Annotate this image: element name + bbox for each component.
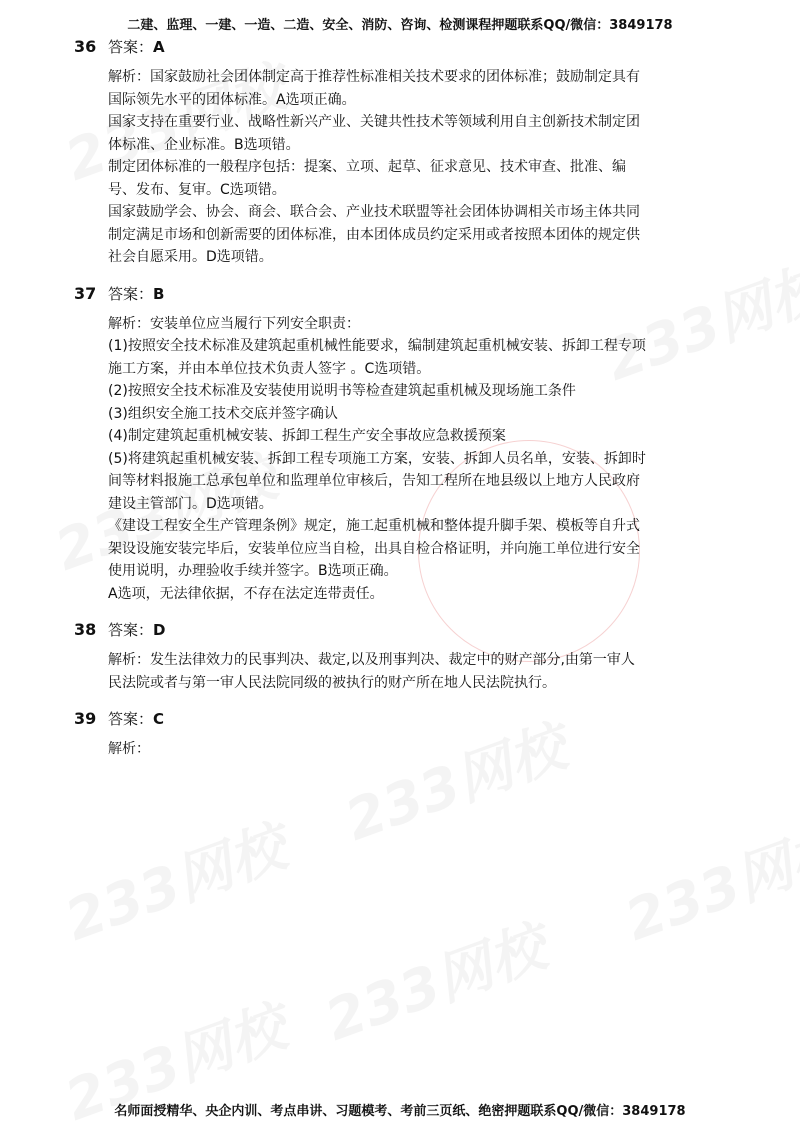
question-block bbox=[74, 34, 734, 269]
question-header bbox=[74, 281, 734, 307]
analysis-line: (5)将建筑起重机械安装、拆卸工程专项施工方案，安装、拆卸人员名单，安装、拆卸时 bbox=[108, 450, 646, 467]
analysis-line: (3)组织安全施工技术交底并签字确认 bbox=[108, 405, 338, 422]
analysis-line: 解析：安装单位应当履行下列安全职责： bbox=[108, 315, 360, 332]
analysis-line: 国家支持在重要行业、战略性新兴产业、关键共性技术等领域利用自主创新技术制定团 bbox=[108, 114, 640, 130]
analysis-line: 国际领先水平的团体标准。A选项正确。 bbox=[108, 91, 356, 108]
answer-label: 答案： bbox=[108, 710, 154, 728]
analysis-text bbox=[74, 649, 734, 694]
question-header bbox=[74, 706, 734, 732]
question-number: 36 bbox=[74, 37, 97, 56]
answer-letter: C bbox=[153, 710, 165, 728]
answer-letter: B bbox=[153, 284, 165, 303]
analysis-line: 民法院或者与第一审人民法院同级的被执行的财产所在地人民法院执行。 bbox=[108, 674, 556, 691]
analysis-line: 间等材料报施工总承包单位和监理单位审核后，告知工程所在地县级以上地方人民政府 bbox=[108, 473, 640, 489]
watermark bbox=[613, 803, 800, 956]
analysis-text bbox=[74, 66, 734, 269]
analysis-line: 使用说明，办理验收手续并签字。B选项正确。 bbox=[108, 563, 398, 579]
question-block bbox=[74, 281, 734, 606]
question-block bbox=[74, 706, 734, 761]
analysis-text bbox=[74, 313, 734, 606]
answer-label: 答案： bbox=[108, 38, 154, 56]
analysis-line: (2)按照安全技术标准及安装使用说明书等检查建筑起重机械及现场施工条件 bbox=[108, 383, 576, 399]
page-header: 二建、监理、一建、一造、二造、安全、消防、咨询、检测课程押题联系QQ/微信：3849178 bbox=[127, 18, 673, 33]
analysis-line: 施工方案，并由本单位技术负责人签字 。C选项错。 bbox=[108, 360, 431, 377]
answer-letter: A bbox=[153, 38, 165, 56]
answer-letter: D bbox=[153, 621, 166, 639]
analysis-line: 解析：发生法律效力的民事判决、裁定,以及刑事判决、裁定中的财产部分,由第一审人 bbox=[108, 652, 635, 668]
question-header bbox=[74, 34, 734, 60]
watermark bbox=[53, 803, 295, 956]
question-block bbox=[74, 617, 734, 694]
analysis-line: 制定满足市场和创新需要的团体标准，由本团体成员约定采用或者按照本团体的规定供 bbox=[108, 226, 640, 243]
analysis-line: 建设主管部门。D选项错。 bbox=[108, 495, 273, 512]
analysis-text bbox=[74, 738, 734, 761]
analysis-line: 《建设工程安全生产管理条例》规定，施工起重机械和整体提升脚手架、模板等自升式 bbox=[108, 518, 640, 534]
analysis-line: 解析： bbox=[108, 741, 150, 757]
analysis-line: 架设设施安装完毕后，安装单位应当自检，出具自检合格证明，并向施工单位进行安全 bbox=[108, 540, 640, 557]
watermark bbox=[313, 903, 555, 1056]
analysis-line: 社会自愿采用。D选项错。 bbox=[108, 249, 273, 265]
analysis-line: (1)按照安全技术标准及建筑起重机械性能要求，编制建筑起重机械安装、拆卸工程专项 bbox=[108, 338, 646, 354]
analysis-line: 体标准、企业标准。B选项错。 bbox=[108, 136, 300, 153]
analysis-line: 制定团体标准的一般程序包括：提案、立项、起草、征求意见、技术审查、批准、编 bbox=[108, 159, 626, 175]
analysis-line: 国家鼓励学会、协会、商会、联合会、产业技术联盟等社会团体协调相关市场主体共同 bbox=[108, 204, 640, 220]
question-number: 37 bbox=[74, 283, 97, 303]
question-number: 38 bbox=[74, 620, 97, 639]
question-number: 39 bbox=[74, 709, 97, 728]
analysis-line: A选项，无法律依据，不存在法定连带责任。 bbox=[108, 585, 384, 602]
analysis-line: 解析：国家鼓励社会团体制定高于推荐性标准相关技术要求的团体标准；鼓励制定具有 bbox=[108, 69, 640, 85]
page-footer: 名师面授精华、央企内训、考点串讲、习题模考、考前三页纸、绝密押题联系QQ/微信：3849178 bbox=[114, 1104, 686, 1119]
answer-content bbox=[74, 34, 734, 773]
question-header bbox=[74, 617, 734, 643]
analysis-line: 号、发布、复审。C选项错。 bbox=[108, 181, 286, 198]
answer-label: 答案： bbox=[108, 284, 154, 303]
analysis-line: (4)制定建筑起重机械安装、拆卸工程生产安全事故应急救援预案 bbox=[108, 428, 506, 444]
answer-label: 答案： bbox=[108, 621, 154, 639]
